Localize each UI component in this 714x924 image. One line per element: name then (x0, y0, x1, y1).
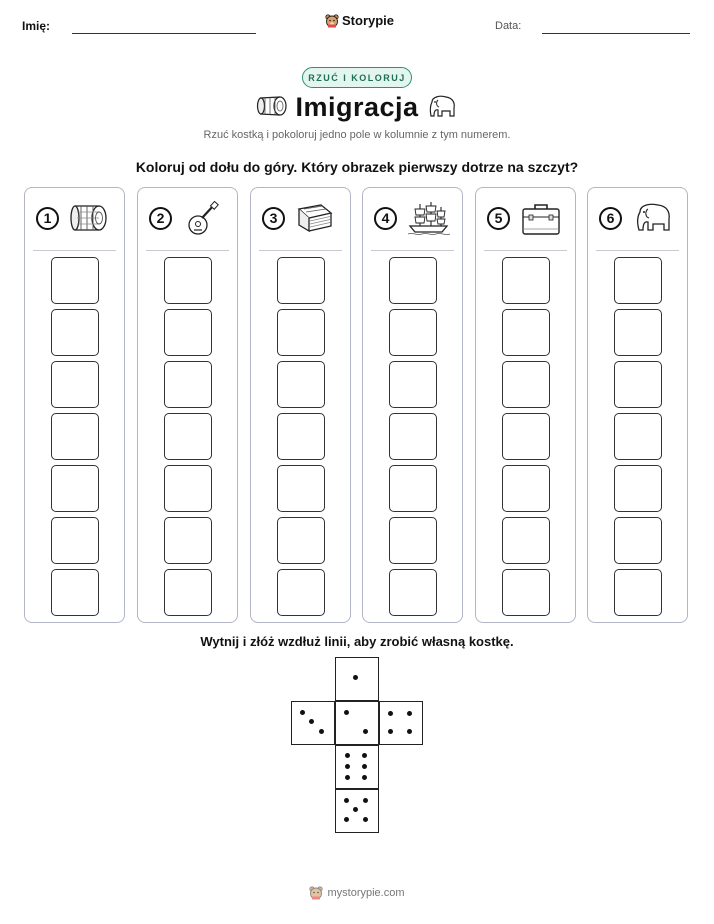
color-cell[interactable] (51, 413, 99, 460)
color-cell[interactable] (51, 517, 99, 564)
name-line (72, 33, 256, 34)
color-cell[interactable] (502, 517, 550, 564)
color-cell[interactable] (614, 569, 662, 616)
column-divider (33, 250, 116, 251)
date-label: Data: (495, 20, 522, 32)
column-6 (587, 187, 688, 623)
column-number: 3 (262, 207, 285, 230)
color-cell[interactable] (51, 361, 99, 408)
column-header (476, 188, 575, 250)
elephant-icon (426, 94, 458, 120)
color-cell[interactable] (389, 465, 437, 512)
dice-face-1 (335, 657, 379, 701)
dice-pip (353, 675, 358, 680)
dice-face-6 (335, 745, 379, 789)
hay-bale-icon (69, 201, 109, 235)
color-cell[interactable] (164, 413, 212, 460)
page-title: Imigracja (295, 92, 419, 122)
color-cell[interactable] (277, 517, 325, 564)
color-cell[interactable] (614, 309, 662, 356)
color-cell[interactable] (51, 309, 99, 356)
dice-pip (362, 775, 367, 780)
color-cell[interactable] (614, 257, 662, 304)
dice-pip (388, 711, 393, 716)
color-cell[interactable] (277, 413, 325, 460)
color-cell[interactable] (614, 413, 662, 460)
dice-face-4 (379, 701, 423, 745)
book-icon (295, 201, 335, 235)
color-cell[interactable] (502, 569, 550, 616)
column-5 (475, 187, 576, 623)
column-divider (146, 250, 229, 251)
column-3 (250, 187, 351, 623)
sailing-ship-icon (407, 201, 451, 237)
footer (0, 886, 714, 900)
dice-pip (362, 764, 367, 769)
color-cell[interactable] (389, 413, 437, 460)
dice-pip (363, 729, 368, 734)
column-header (251, 188, 350, 250)
dice-pip (362, 753, 367, 758)
color-cell[interactable] (502, 309, 550, 356)
dice-pip (363, 798, 368, 803)
color-cell[interactable] (164, 361, 212, 408)
color-cell[interactable] (502, 257, 550, 304)
elephant-icon (632, 201, 674, 235)
column-header (588, 188, 687, 250)
color-cell[interactable] (277, 361, 325, 408)
dice-pip (407, 711, 412, 716)
column-divider (596, 250, 679, 251)
color-cell[interactable] (389, 569, 437, 616)
dice-pip (345, 764, 350, 769)
dice-pip (353, 807, 358, 812)
color-cell[interactable] (614, 465, 662, 512)
column-number: 6 (599, 207, 622, 230)
color-cell[interactable] (277, 465, 325, 512)
date-line (542, 33, 690, 34)
color-cell[interactable] (277, 569, 325, 616)
dice-face-3 (291, 701, 335, 745)
column-4 (362, 187, 463, 623)
column-header (138, 188, 237, 250)
color-cell[interactable] (389, 257, 437, 304)
column-number: 2 (149, 207, 172, 230)
brand-name: Storypie (342, 13, 395, 28)
color-cell[interactable] (277, 309, 325, 356)
dice-pip (363, 817, 368, 822)
column-1 (24, 187, 125, 623)
color-cell[interactable] (51, 569, 99, 616)
color-cell[interactable] (389, 517, 437, 564)
color-cell[interactable] (164, 517, 212, 564)
color-cell[interactable] (614, 517, 662, 564)
color-cell[interactable] (389, 309, 437, 356)
column-number: 1 (36, 207, 59, 230)
column-divider (484, 250, 567, 251)
bear-logo-icon (309, 886, 323, 900)
dice-face-2 (335, 701, 379, 745)
column-header (363, 188, 462, 250)
color-cell[interactable] (502, 413, 550, 460)
dice-pip (344, 710, 349, 715)
column-divider (259, 250, 342, 251)
dice-pip (300, 710, 305, 715)
color-cell[interactable] (51, 257, 99, 304)
subtitle: Rzuć kostką i pokoloruj jedno pole w kolumnie z tym numerem. (203, 129, 511, 141)
dice-pip (388, 729, 393, 734)
color-cell[interactable] (164, 465, 212, 512)
color-cell[interactable] (164, 257, 212, 304)
column-number: 4 (374, 207, 397, 230)
column-2 (137, 187, 238, 623)
activity-badge: RZUĆ I KOLORUJ (302, 67, 412, 88)
color-cell[interactable] (614, 361, 662, 408)
dice-pip (407, 729, 412, 734)
color-cell[interactable] (51, 465, 99, 512)
dice-pip (344, 798, 349, 803)
dice-face-5 (335, 789, 379, 833)
instruction: Koloruj od dołu do góry. Który obrazek pierwszy dotrze na szczyt? (135, 159, 579, 175)
color-cell[interactable] (502, 465, 550, 512)
color-cell[interactable] (164, 569, 212, 616)
column-header (25, 188, 124, 250)
dice-pip (344, 817, 349, 822)
brand-logo (325, 13, 394, 28)
dice-pip (345, 753, 350, 758)
bear-logo-icon (325, 14, 339, 28)
column-divider (371, 250, 454, 251)
color-cell[interactable] (389, 361, 437, 408)
color-cell[interactable] (277, 257, 325, 304)
footer-url: mystorypie.com (327, 887, 405, 899)
dice-pip (319, 729, 324, 734)
dice-pip (345, 775, 350, 780)
cut-instruction: Wytnij i złóż wzdłuż linii, aby zrobić własną kostkę. (200, 634, 514, 649)
mandolin-icon (182, 201, 222, 237)
suitcase-icon (520, 201, 562, 237)
color-cell[interactable] (164, 309, 212, 356)
column-number: 5 (487, 207, 510, 230)
color-cell[interactable] (502, 361, 550, 408)
name-label: Imię: (22, 19, 51, 33)
dice-pip (309, 719, 314, 724)
